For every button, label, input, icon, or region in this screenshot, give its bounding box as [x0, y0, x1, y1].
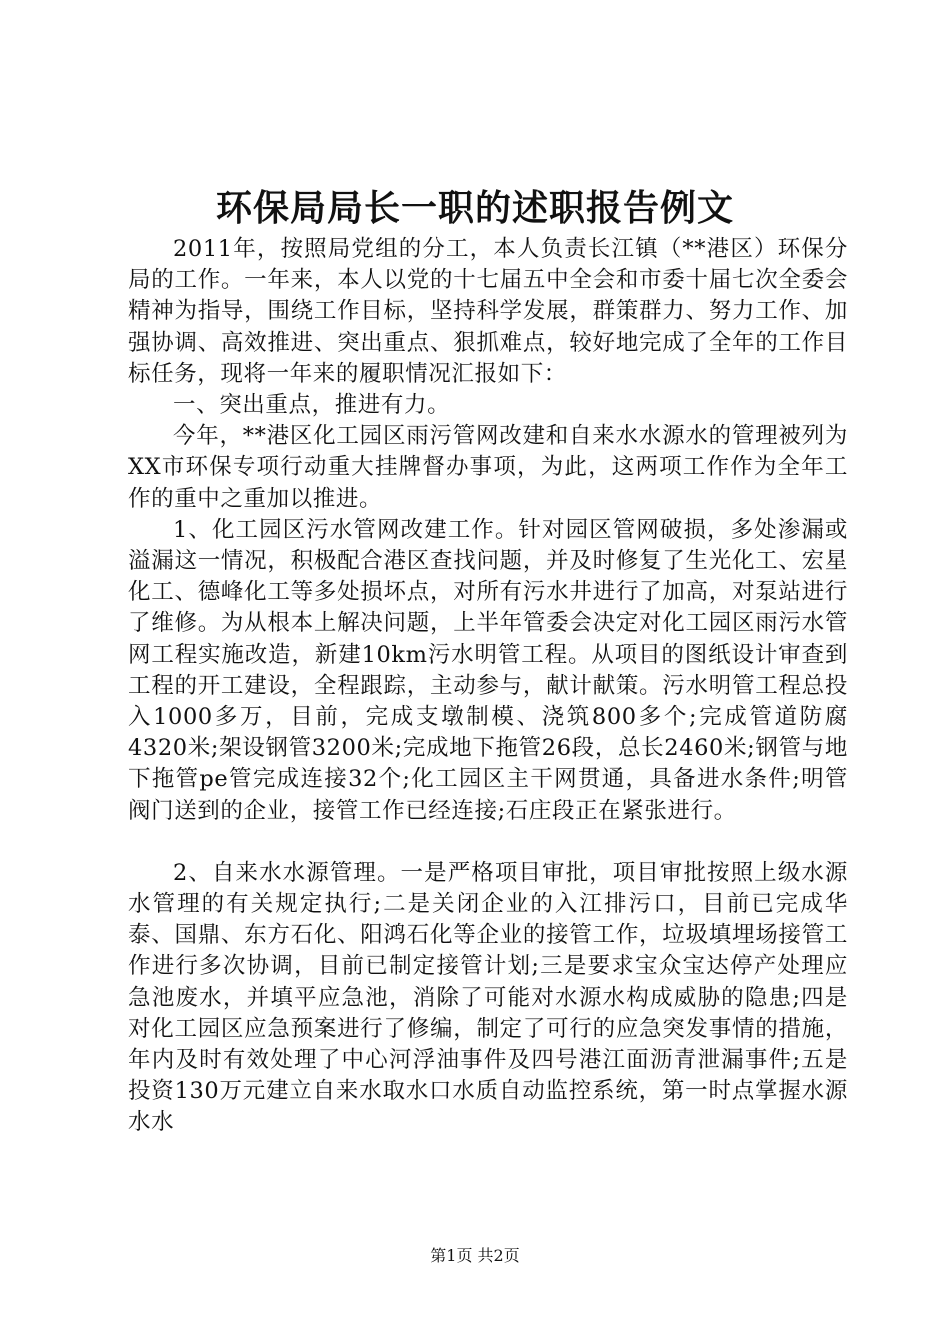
document-body — [128, 234, 848, 1139]
paragraph-pipe-network: 1、化工园区污水管网改建工作。针对园区管网破损，多处渗漏或溢漏这一情况，积极配合港区查找问题，并及时修复了生光化工、宏星化工、德峰化工等多处损坏点，对所有污水井进行了加高，对泵站进行了维修。为从根本上解决问题，上半年管委会决定对化工园区雨污水管网工程实施改造，新建10km污水明管工程。从项目的图纸设计审查到工程的开工建设，全程跟踪，主动参与，献计献策。污水明管工程总投入1000多万，目前，完成支墩制模、浇筑800多个;完成管道防腐4320米;架设钢管3200米;完成地下拖管26段，总长2460米;钢管与地下拖管pe管完成连接32个;化工园区主干网贯通，具备进水条件;明管阀门送到的企业，接管工作已经连接;石庄段正在紧张进行。 — [128, 516, 848, 824]
document-title: 环保局局长一职的述职报告例文 — [215, 187, 734, 229]
paragraph-intro: 2011年，按照局党组的分工，本人负责长江镇（**港区）环保分局的工作。一年来，本人以党的十七届五中全会和市委十届七次全委会精神为指导，围绕工作目标，坚持科学发展，群策群力、努力工作、加强协调、高效推进、突出重点、狠抓难点，较好地完成了全年的工作目标任务，现将一年来的履职情况汇报如下： — [128, 236, 848, 387]
page-footer: 第1页 共2页 — [430, 1246, 520, 1265]
paragraph-water-source: 2、自来水水源管理。一是严格项目审批，项目审批按照上级水源水管理的有关规定执行;二是关闭企业的入江排污口，目前已完成华泰、国鼎、东方石化、阳鸿石化等企业的接管工作，垃圾填埋场接管工作进行多次协调，目前已制定接管计划;三是要求宝众宝达停产处理应急池废水，并填平应急池，消除了可能对水源水构成威胁的隐患;四是对化工园区应急预案进行了修编，制定了可行的应急突发事情的措施，年内及时有效处理了中心河浮油事件及四号港江面沥青泄漏事件;五是投资130万元建立自来水取水口水质自动监控系统，第一时点掌握水源水水 — [128, 859, 848, 1136]
paragraph-overview: 今年，**港区化工园区雨污管网改建和自来水水源水的管理被列为XX市环保专项行动重大挂牌督办事项，为此，这两项工作作为全年工作的重中之重加以推进。 — [128, 423, 848, 512]
section-heading-1: 一、突出重点，推进有力。 — [173, 392, 451, 419]
